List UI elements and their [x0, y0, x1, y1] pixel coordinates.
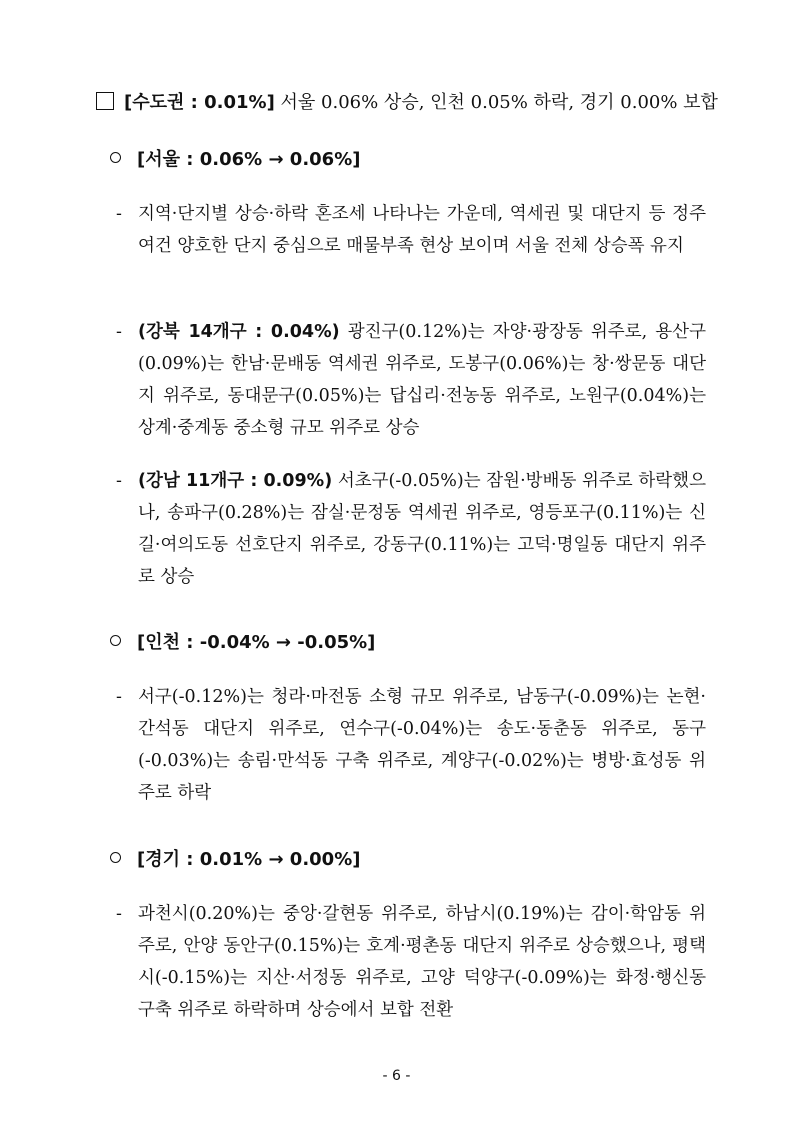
incheon-bullet-1	[116, 681, 706, 809]
dash-bullet-icon: -	[116, 904, 122, 924]
checkbox-square-icon	[96, 92, 114, 110]
region-title: [수도권 : 0.01%]	[124, 92, 275, 113]
bullet-text: 서구(-0.12%)는 청라·마전동 소형 규모 위주로, 남동구(-0.09%)는 논현·간석동 대단지 위주로, 연수구(-0.04%)는 송도·동춘동 위주로, 동구(-0.03%)는 송림·만석동 구축 위주로, 계양구(-0.02%)는 병방·효성동 위주로 하락	[138, 687, 706, 803]
seoul-bullet-3	[116, 465, 706, 593]
bullet-label: (강북 14개구 : 0.04%)	[138, 322, 340, 342]
page-number: - 6 -	[382, 1068, 411, 1084]
incheon-heading	[110, 628, 375, 658]
dash-bullet-icon: -	[116, 471, 122, 491]
circle-bullet-icon	[110, 852, 121, 863]
bullet-text: 과천시(0.20%)는 중앙·갈현동 위주로, 하남시(0.19%)는 감이·학암동 위주로, 안양 동안구(0.15%)는 호계·평촌동 대단지 위주로 상승했으나, 평택시(-0.15%)는 지산·서정동 위주로, 고양 덕양구(-0.09%)는 화정·행신동 구축 위주로 하락하며 상승에서 보합 전환	[138, 904, 706, 1020]
seoul-heading	[110, 145, 360, 175]
bullet-label: (강남 11개구 : 0.09%)	[138, 471, 333, 491]
region-headline	[96, 88, 736, 118]
bullet-text: 서초구(-0.05%)는 잠원·방배동 위주로 하락했으나, 송파구(0.28%)는 잠실·문정동 역세권 위주로, 영등포구(0.11%)는 신길·여의도동 선호단지 위주로, 강동구(0.11%)는 고덕·명일동 대단지 위주로 상승	[138, 471, 706, 587]
gyeonggi-heading	[110, 845, 360, 875]
seoul-heading-text: [서울 : 0.06% → 0.06%]	[137, 149, 361, 170]
seoul-bullet-2	[116, 316, 706, 444]
gyeonggi-heading-text: [경기 : 0.01% → 0.00%]	[137, 849, 361, 870]
dash-bullet-icon: -	[116, 204, 122, 224]
dash-bullet-icon: -	[116, 322, 122, 342]
bullet-text: 광진구(0.12%)는 자양·광장동 위주로, 용산구(0.09%)는 한남·문배동 역세권 위주로, 도봉구(0.06%)는 창·쌍문동 대단지 위주로, 동대문구(0.05%)는 답십리·전농동 위주로, 노원구(0.04%)는 상계·중계동 중소형 규모 위주로 상승	[138, 322, 706, 438]
circle-bullet-icon	[110, 152, 121, 163]
gyeonggi-bullet-1	[116, 898, 706, 1026]
circle-bullet-icon	[110, 635, 121, 646]
dash-bullet-icon: -	[116, 687, 122, 707]
region-summary: 서울 0.06% 상승, 인천 0.05% 하락, 경기 0.00% 보합	[280, 92, 718, 113]
incheon-heading-text: [인천 : -0.04% → -0.05%]	[137, 632, 376, 653]
seoul-bullet-1	[116, 198, 706, 262]
bullet-text: 지역·단지별 상승·하락 혼조세 나타나는 가운데, 역세권 및 대단지 등 정주여건 양호한 단지 중심으로 매물부족 현상 보이며 서울 전체 상승폭 유지	[138, 204, 706, 256]
